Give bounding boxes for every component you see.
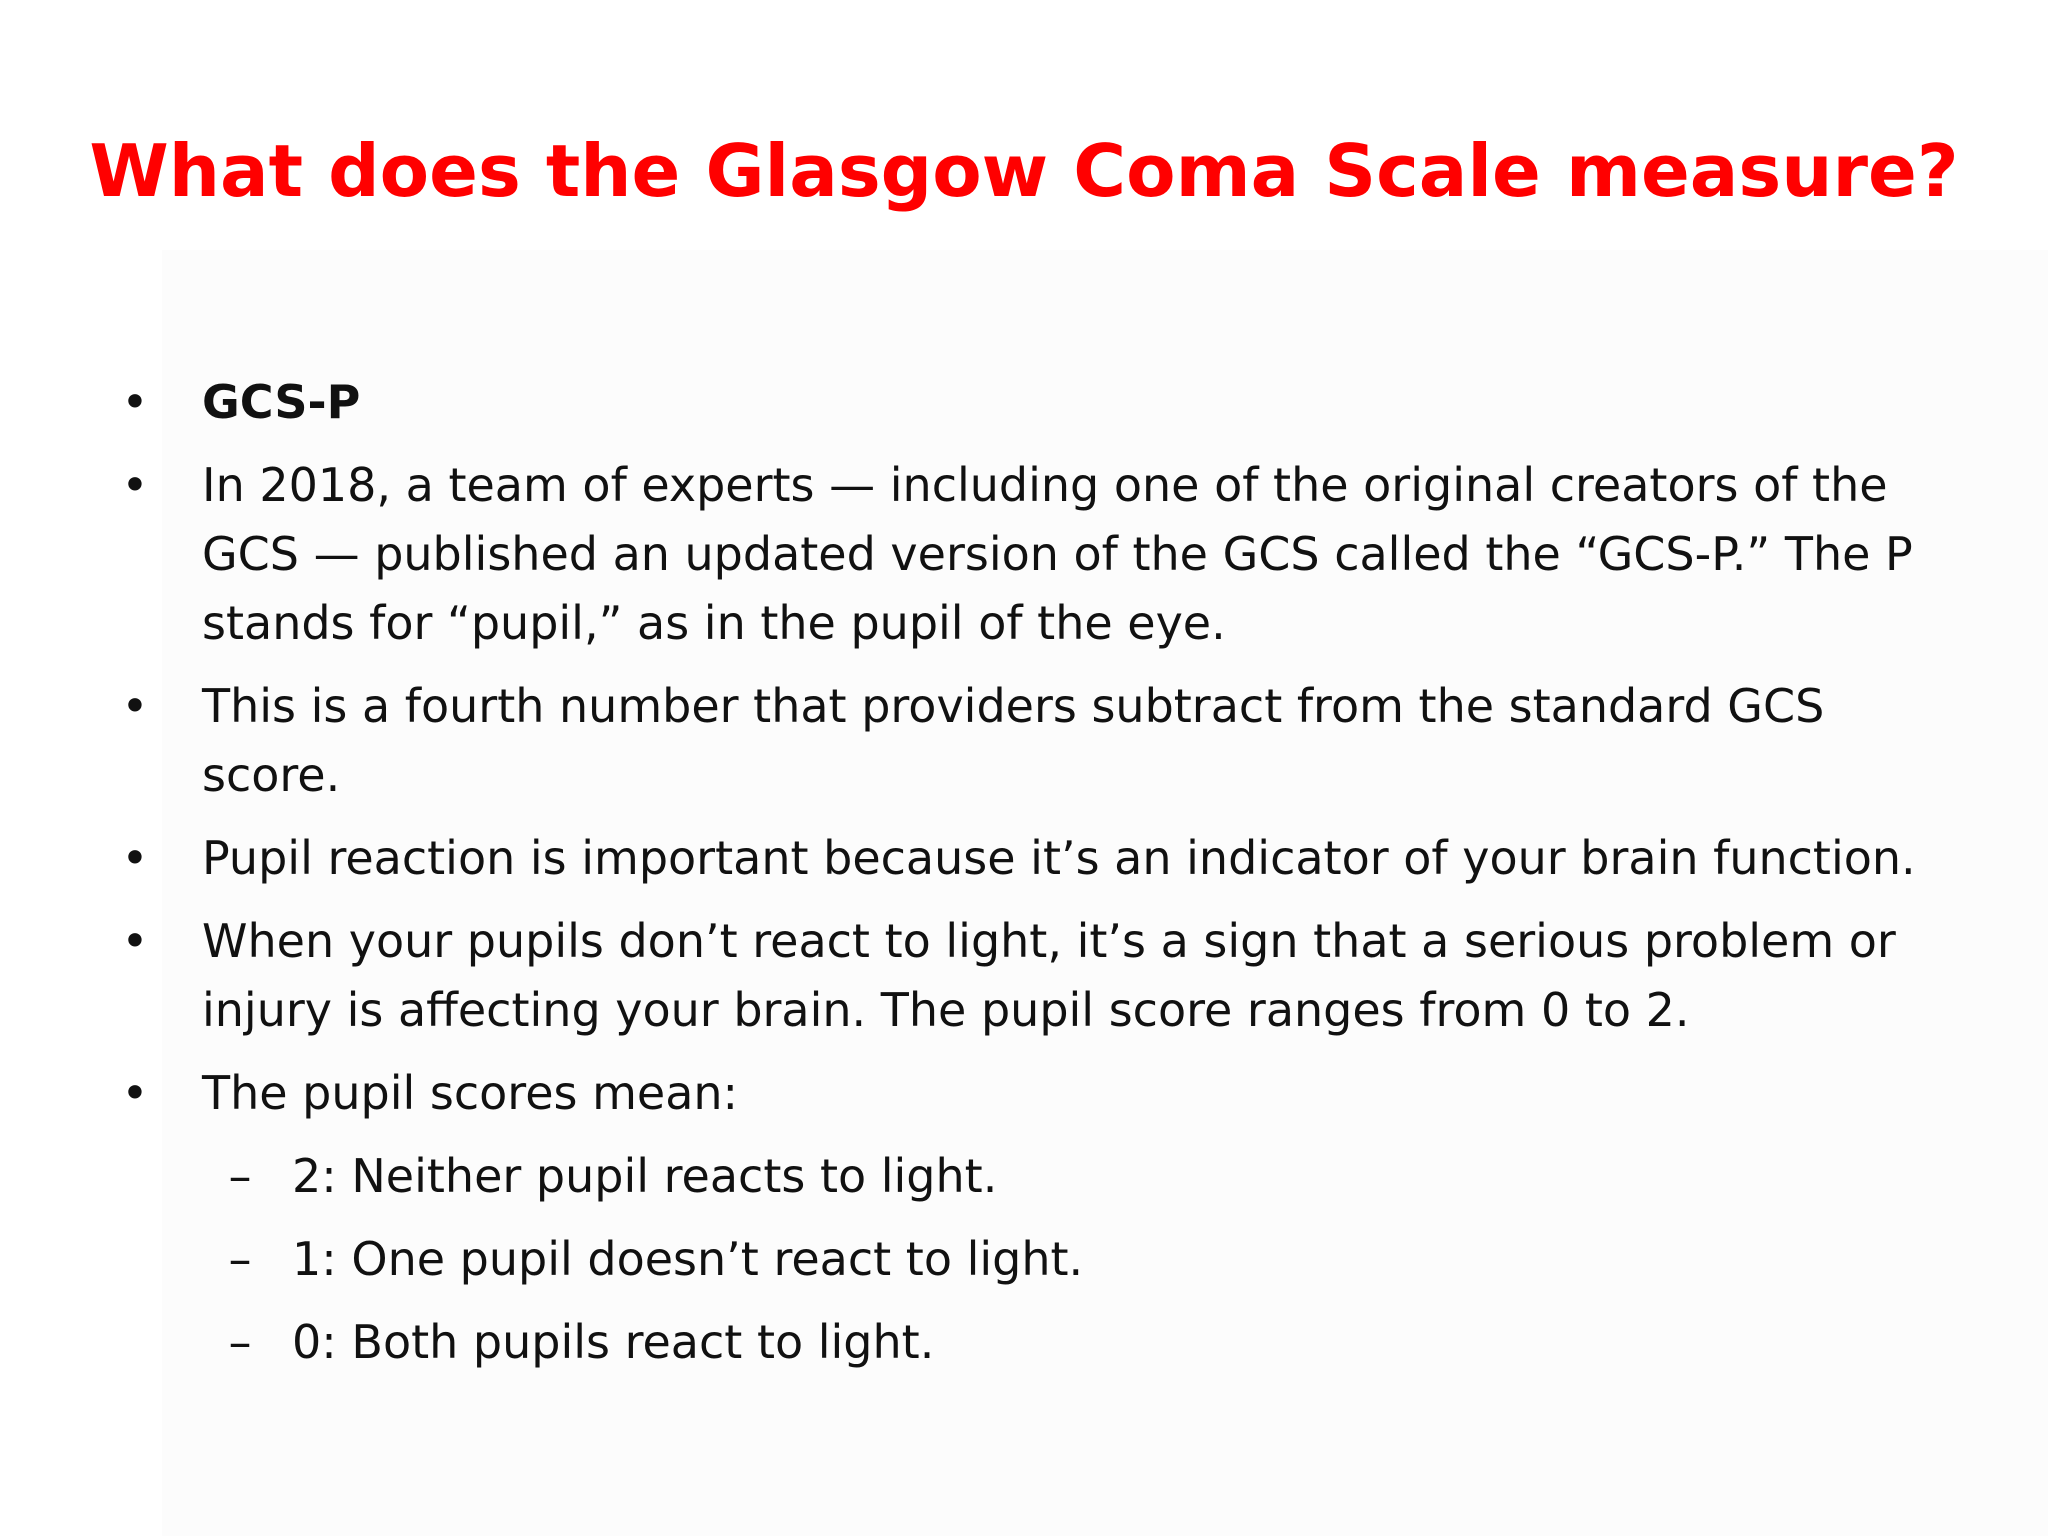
bullet-marker: •: [121, 679, 149, 733]
sub-bullet-item-score-0: [0, 1308, 2048, 1377]
bullet-text: Pupil reaction is important because it’s an indicator of your brain function.: [202, 831, 1916, 885]
bullet-item-importance: [0, 824, 2048, 893]
bullet-item-no-reaction: [0, 907, 2048, 1045]
bullet-item-fourth-number: [0, 672, 2048, 810]
bullet-marker: •: [121, 914, 149, 968]
bullet-marker: •: [121, 375, 149, 429]
sub-bullet-marker: –: [228, 1149, 252, 1203]
sub-bullet-text: 1: One pupil doesn’t react to light.: [292, 1232, 1084, 1286]
sub-bullet-marker: –: [228, 1232, 252, 1286]
bullet-item-scores-mean: [0, 1059, 2048, 1128]
slide-title: What does the Glasgow Coma Scale measure?: [89, 129, 1959, 213]
bullet-text: The pupil scores mean:: [202, 1066, 739, 1120]
bullet-item-history: [0, 451, 2048, 658]
bullet-marker: •: [121, 1066, 149, 1120]
bullet-text: GCS-P: [202, 375, 361, 429]
sub-bullet-item-score-2: [0, 1142, 2048, 1211]
bullet-marker: •: [121, 458, 149, 512]
sub-bullet-marker: –: [228, 1315, 252, 1369]
bullet-marker: •: [121, 831, 149, 885]
sub-bullet-item-score-1: [0, 1225, 2048, 1294]
bullet-list: [0, 368, 2048, 1377]
bullet-text: When your pupils don’t react to light, it’s a sign that a serious problem or injury is affecting your brain. The pupil score ranges from 0 to 2.: [202, 914, 1896, 1037]
sub-bullet-text: 0: Both pupils react to light.: [292, 1315, 935, 1369]
bullet-text: This is a fourth number that providers subtract from the standard GCS score.: [202, 679, 1825, 802]
bullet-text: In 2018, a team of experts — including one of the original creators of the GCS — published an updated version of the GCS called the “GCS-P.” The P stands for “pupil,” as in the pupil of the eye.: [202, 458, 1913, 650]
sub-bullet-text: 2: Neither pupil reacts to light.: [292, 1149, 998, 1203]
bullet-item-gcs-p: [0, 368, 2048, 437]
